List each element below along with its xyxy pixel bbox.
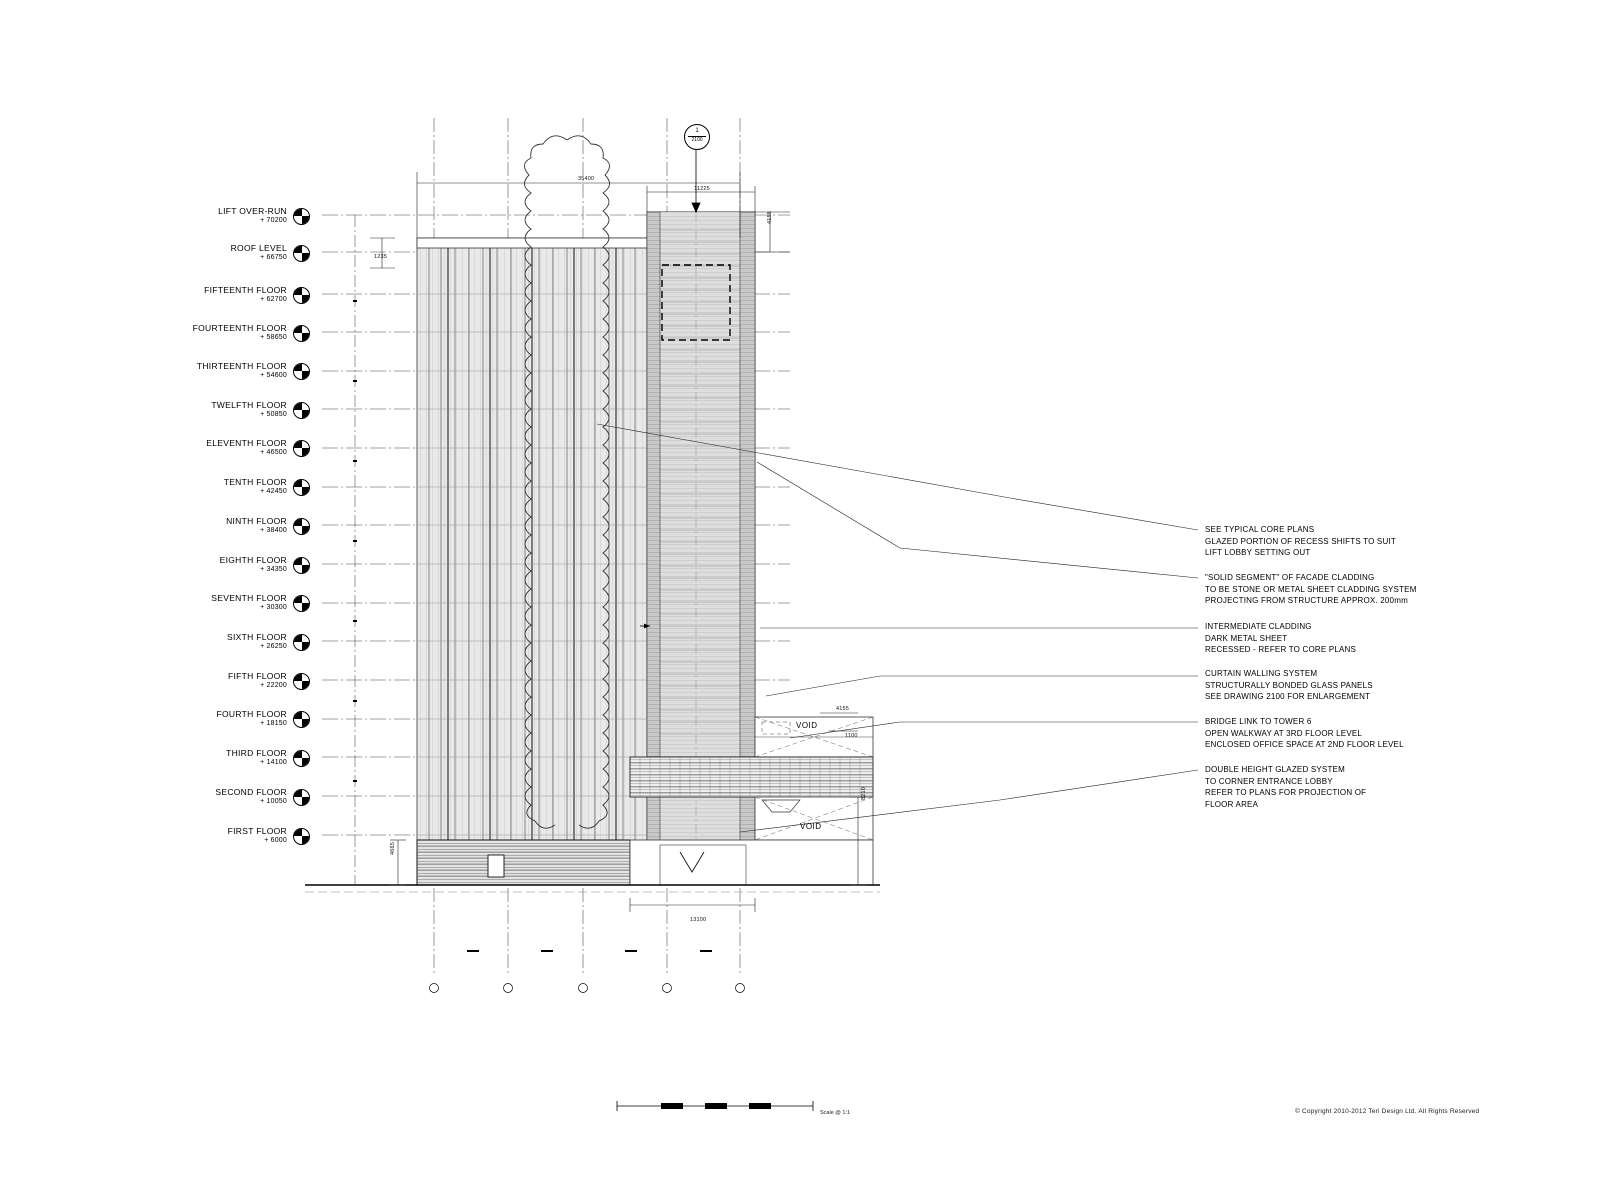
level-datum-marker-icon [293,711,310,728]
level-label-row [80,320,310,346]
level-label-row [80,513,310,539]
level-label-row [80,784,310,810]
level-datum-marker-icon [293,208,310,225]
level-label-text [193,324,287,341]
annotation-note-line: LIFT LOBBY SETTING OUT [1205,548,1311,558]
void-label-upper: VOID [796,721,818,730]
left-datum-ticks [353,300,357,782]
annotation-note-line: TO CORNER ENTRANCE LOBBY [1205,776,1333,786]
level-datum-marker-icon [293,440,310,457]
level-datum-marker-icon [293,673,310,690]
level-label-row [80,282,310,308]
annotation-note-line: ENCLOSED OFFICE SPACE AT 2ND FLOOR LEVEL [1205,740,1404,750]
level-label-row [80,590,310,616]
level-datum-marker-icon [293,828,310,845]
level-name: ROOF LEVEL [230,243,287,254]
level-label-text [226,749,287,766]
level-label-row [80,203,310,229]
annotation-note [1205,764,1366,810]
annotation-note-line: SEE DRAWING 2100 FOR ENLARGEMENT [1205,692,1371,702]
level-datum-marker-icon [293,325,310,342]
annotation-note-line: STRUCTURALLY BONDED GLASS PANELS [1205,680,1373,690]
level-elevation: + 58650 [260,334,287,342]
level-elevation: + 6000 [264,837,287,845]
level-datum-marker-icon [293,750,310,767]
dimension-text: 4665 [390,841,396,855]
grid-bubbles [430,984,745,993]
level-label-row [80,706,310,732]
copyright-notice: © Copyright 2010-2012 Teri Design Ltd. All Rights Reserved [1295,1108,1480,1115]
annotation-note-line: GLAZED PORTION OF RECESS SHIFTS TO SUIT [1205,536,1396,546]
level-label-row [80,358,310,384]
level-name: LIFT OVER-RUN [218,206,287,217]
level-elevation: + 34350 [260,566,287,574]
annotation-note-line: RECESSED - REFER TO CORE PLANS [1205,645,1357,655]
level-datum-marker-icon [293,287,310,304]
void-label-lower: VOID [800,822,822,831]
level-label-row [80,629,310,655]
section-tag-sheet: 2100 [691,137,703,143]
level-name: TENTH FLOOR [223,477,287,488]
level-name: SEVENTH FLOOR [211,593,287,604]
level-elevation: + 62700 [260,296,287,304]
entrance-lobby-void [755,797,873,840]
level-datum-marker-icon [293,479,310,496]
level-datum-marker-icon [293,557,310,574]
level-label-row [80,240,310,266]
level-label-row [80,668,310,694]
level-elevation: + 70200 [260,217,287,225]
annotation-note-line: REFER TO PLANS FOR PROJECTION OF [1205,788,1367,798]
level-name: FIFTH FLOOR [227,671,287,682]
level-name: THIRTEENTH FLOOR [196,361,287,372]
level-label-text [227,633,287,650]
dimension-text: 4155 [836,706,850,712]
dimension-text: 8210 [861,786,867,800]
podium-cladding-band [630,757,873,797]
level-elevation: + 30300 [260,604,287,612]
annotation-note-line: DOUBLE HEIGHT GLAZED SYSTEM [1205,765,1345,774]
dimension-text: 1235 [374,254,388,260]
level-label-row [80,823,310,849]
level-label-text [226,517,287,534]
level-label-row [80,474,310,500]
grid-tick-marks [467,950,712,952]
dimension-text: 11225 [694,186,710,192]
level-label-text [224,478,287,495]
level-name: THIRD FLOOR [226,748,287,759]
annotation-note-line: "SOLID SEGMENT" OF FACADE CLADDING [1205,573,1375,582]
section-cut-indicator [692,150,700,212]
annotation-note-line: FLOOR AREA [1205,799,1259,809]
level-elevation: + 10050 [260,798,287,806]
level-name: FIFTEENTH FLOOR [204,285,287,296]
level-label-text [204,286,287,303]
level-datum-marker-icon [293,363,310,380]
level-label-text [215,788,287,805]
level-label-text [220,556,287,573]
level-label-text [228,827,287,844]
level-name: FOURTH FLOOR [216,709,287,720]
level-label-text [197,362,287,379]
level-name: NINTH FLOOR [226,516,287,527]
scale-label: Scale @ 1:1 [820,1110,851,1116]
annotation-note-line: SEE TYPICAL CORE PLANS [1205,525,1315,534]
level-elevation: + 18150 [260,720,287,728]
section-tag-number: 1 [695,128,699,134]
annotation-note [1205,572,1417,607]
level-label-text [231,244,287,261]
level-elevation: + 46500 [260,449,287,457]
level-label-row [80,745,310,771]
level-elevation: + 22200 [260,682,287,690]
level-label-text [218,207,287,224]
level-elevation: + 26250 [260,643,287,651]
level-label-text [217,710,288,727]
level-label-text [211,594,287,611]
level-name: SIXTH FLOOR [227,632,287,643]
level-name: EIGHTH FLOOR [219,555,287,566]
level-datum-marker-icon [293,518,310,535]
annotation-note [1205,668,1373,703]
level-name: ELEVENTH FLOOR [206,438,287,449]
level-elevation: + 42450 [260,488,287,496]
level-elevation: + 38400 [260,527,287,535]
annotation-note-line: OPEN WALKWAY AT 3RD FLOOR LEVEL [1205,728,1363,738]
level-label-text [228,672,287,689]
level-name: FIRST FLOOR [227,826,287,837]
scale-bar [615,1100,835,1120]
annotation-note-line: BRIDGE LINK TO TOWER 6 [1205,717,1312,726]
annotation-note-line: TO BE STONE OR METAL SHEET CLADDING SYSTEM [1205,584,1417,594]
dimension-text: 35400 [578,176,595,182]
level-label-text [206,439,287,456]
level-label-row [80,552,310,578]
level-elevation: + 66750 [260,254,287,262]
level-datum-marker-icon [293,634,310,651]
level-name: FOURTEENTH FLOOR [192,323,287,334]
annotation-note [1205,716,1404,751]
level-elevation: + 14100 [260,759,287,767]
level-name: TWELFTH FLOOR [211,400,287,411]
annotation-note-line: INTERMEDIATE CLADDING [1205,622,1312,631]
annotation-note-line: DARK METAL SHEET [1205,633,1288,643]
level-datum-marker-icon [293,789,310,806]
annotation-note-line: CURTAIN WALLING SYSTEM [1205,669,1318,678]
annotation-note [1205,524,1396,559]
level-name: SECOND FLOOR [215,787,287,798]
level-elevation: + 50850 [260,411,287,419]
level-label-row [80,435,310,461]
dimension-text: 4155 [767,210,773,224]
dimension-text: 1100 [845,733,858,739]
dimension-text: 13100 [690,917,707,923]
level-label-text [211,401,287,418]
level-datum-marker-icon [293,245,310,262]
level-datum-marker-icon [293,402,310,419]
annotation-note-line: PROJECTING FROM STRUCTURE APPROX. 200mm [1205,596,1408,606]
section-tag [684,124,710,150]
level-label-row [80,397,310,423]
level-elevation: + 54600 [260,372,287,380]
annotation-note [1205,621,1356,656]
level-datum-marker-icon [293,595,310,612]
